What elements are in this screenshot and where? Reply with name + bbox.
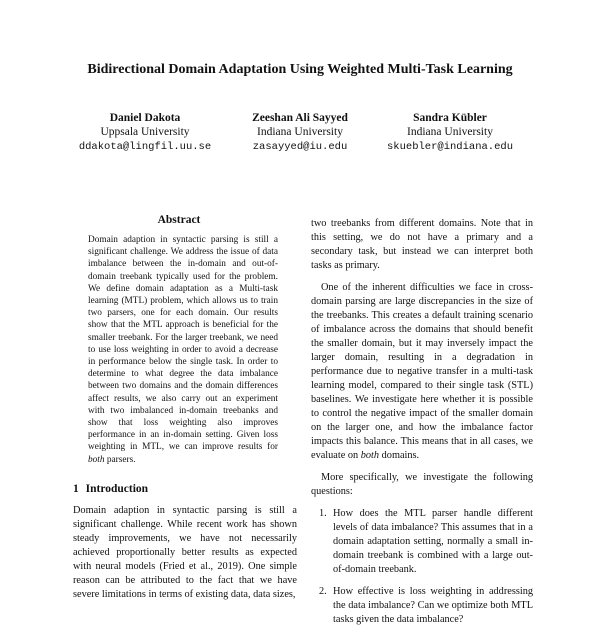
question-item [311, 507, 533, 577]
abstract-body: Domain adaption in syntactic parsing is still a significant challenge. We address the issue of data imbalance between the in-domain and out-of-domain treebank typically used for the problem. We define domain adaptation as a Multi-task learning (MTL) problem, which allows us to train two parsers, one for each domain. Our results show that the MTL approach is beneficial for the smaller treebank. For the larger treebank, we need to use loss weighting in order to avoid a decrease in performance below the single task. In order to determine to what degree the data imbalance between two domains and the domain differences affect results, we also carry out an experiment with two imbalanced in-domain treebanks and show that loss weighting also improves performance in an in-domain setting. Given loss weighting in MTL, we can improve results for [88, 235, 278, 453]
author-email: zasayyed@iu.edu [252, 141, 348, 153]
section-heading [73, 483, 148, 495]
section-number: 1 [73, 483, 79, 495]
right-column [311, 217, 533, 635]
author-email: ddakota@lingfil.uu.se [78, 141, 212, 153]
intro-paragraph: Domain adaption in syntactic parsing is still a significant challenge. While recent work has shown steady improvements, we have not necessarily achieved proportionally better results as expected with neural models (Fried et al., 2019). One simple reason can be attributed to the fact that we have severe limitations in terms of existing data, data sizes, [73, 505, 297, 600]
author-affiliation: Uppsala University [100, 126, 190, 138]
author-email: skuebler@indiana.edu [386, 141, 514, 153]
p2-body: One of the inherent difficulties we face in cross-domain parsing are large discrepancies in the size of the treebanks. This creates a default training scenario of imbalance across the domains that should benefit the smaller domain, but it may inversely impact the larger domain, resulting in a degradation in performance due to negative transfer in a multi-task learning model, compared to their single task (STL) baselines. We investigate here whether it is possible to control the negative impact of the smaller domain on the larger one, and how the imbalance factor impacts this balance. This means that in all cases, we evaluate on [311, 282, 533, 461]
question-number: 1. [319, 508, 327, 519]
abstract-text [88, 234, 278, 466]
author-block-3 [355, 111, 545, 154]
author-affiliation: Indiana University [407, 126, 493, 138]
p2-italic: both [360, 450, 380, 461]
abstract-italic: both [88, 454, 105, 465]
right-paragraph-2 [311, 281, 533, 463]
question-item [311, 585, 533, 627]
p2-end: domains. [381, 450, 420, 461]
author-affiliation: Indiana University [257, 126, 343, 138]
question-number: 2. [319, 586, 327, 597]
author-name: Sandra Kübler [413, 112, 487, 124]
author-name: Daniel Dakota [109, 112, 181, 124]
paper-title: Bidirectional Domain Adaptation Using Weighted Multi-Task Learning [87, 62, 513, 77]
question-text: How does the MTL parser handle different levels of data imbalance? This assumes that in a domain adaptation setting, normally a small in-domain treebank is combined with a large out-of-domain treebank. [333, 508, 533, 575]
right-paragraph-1: two treebanks from different domains. Note that in this setting, we do not have a primary and a secondary task, but instead we can interpret both tasks as primary. [311, 218, 533, 271]
abstract-heading: Abstract [157, 214, 201, 226]
abstract-end: parsers. [106, 454, 136, 465]
right-paragraph-3: More specifically, we investigate the following questions: [311, 472, 533, 497]
author-name: Zeeshan Ali Sayyed [252, 112, 348, 124]
question-text: How effective is loss weighting in addressing the data imbalance? Can we optimize both MTL tasks given the data imbalance? [333, 586, 533, 625]
section-title: Introduction [85, 483, 149, 495]
